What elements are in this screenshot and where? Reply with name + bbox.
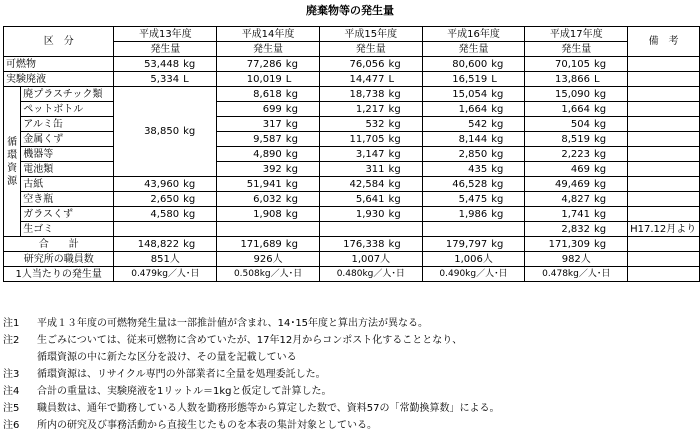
notes <box>3 315 693 434</box>
waste-table <box>3 26 700 282</box>
cell-value: 1,741 <box>525 207 592 222</box>
cell-unit: kg <box>181 57 217 72</box>
cell-unit: kg <box>387 162 423 177</box>
cell-unit: kg <box>489 57 525 72</box>
cell-value: 982人 <box>525 252 628 267</box>
cell-value: 2,850 <box>422 147 489 162</box>
cell-value: 1,007人 <box>319 252 422 267</box>
row-label: 1人当たりの発生量 <box>4 267 114 282</box>
cell-value: 43,960 <box>114 177 181 192</box>
note-item <box>3 417 693 434</box>
junkan-vert-text: 循 環 資 源 <box>7 136 18 187</box>
note-number: 注1 <box>3 318 20 329</box>
row-label: 実験廃液 <box>4 72 114 87</box>
cell-biko: H17.12月より <box>628 222 700 237</box>
note-text: 所内の研究及び事務活動から直接生じたものを本表の集計対象としている。 <box>37 420 377 431</box>
header-year: 平成16年度 <box>422 27 525 42</box>
cell-value: 2,832 <box>525 222 592 237</box>
header-sub: 発生量 <box>525 42 628 57</box>
table-row <box>4 162 700 177</box>
cell-biko <box>628 147 700 162</box>
table-row <box>4 147 700 162</box>
cell-unit: L <box>387 72 423 87</box>
cell-empty <box>181 222 217 237</box>
cell-value: 0.490kg／人･日 <box>422 267 525 282</box>
row-label: ガラスくず <box>21 207 114 222</box>
cell-unit: kg <box>387 102 423 117</box>
cell-biko <box>628 162 700 177</box>
cell-unit: kg <box>592 207 628 222</box>
cell-value: 311 <box>319 162 386 177</box>
cell-biko <box>628 177 700 192</box>
cell-value: 49,469 <box>525 177 592 192</box>
table-row <box>4 252 700 267</box>
row-label: 可燃物 <box>4 57 114 72</box>
cell-biko <box>628 102 700 117</box>
cell-unit: L <box>592 72 628 87</box>
cell-value: 1,006人 <box>422 252 525 267</box>
cell-value: 0.479kg／人･日 <box>114 267 217 282</box>
cell-biko <box>628 237 700 252</box>
cell-value: 53,448 <box>114 57 181 72</box>
cell-unit: kg <box>489 207 525 222</box>
cell-value: 5,641 <box>319 192 386 207</box>
cell-value: 18,738 <box>319 87 386 102</box>
cell-value: 0.508kg／人･日 <box>217 267 320 282</box>
row-label: 機器等 <box>21 147 114 162</box>
table-row <box>4 87 700 102</box>
row-label: 生ゴミ <box>21 222 114 237</box>
cell-unit: kg <box>489 132 525 147</box>
cell-unit: kg <box>592 192 628 207</box>
cell-value: 1,930 <box>319 207 386 222</box>
row-label: 古紙 <box>21 177 114 192</box>
row-label: 合 計 <box>4 237 114 252</box>
cell-unit: kg <box>489 177 525 192</box>
cell-biko <box>628 252 700 267</box>
cell-value: 2,223 <box>525 147 592 162</box>
cell-unit: kg <box>592 237 628 252</box>
cell-unit: kg <box>181 87 217 177</box>
cell-value: 8,618 <box>217 87 284 102</box>
header-sub: 発生量 <box>422 42 525 57</box>
row-label: 研究所の職員数 <box>4 252 114 267</box>
row-label: 廃プラスチック類 <box>21 87 114 102</box>
header-sub: 発生量 <box>217 42 320 57</box>
cell-unit: kg <box>181 207 217 222</box>
note-number: 注6 <box>3 420 20 431</box>
cell-unit: kg <box>592 87 628 102</box>
cell-biko <box>628 132 700 147</box>
note-text: 合計の重量は、実験廃液を1リットル＝1kgと仮定して計算した。 <box>37 386 332 397</box>
cell-unit: kg <box>284 207 320 222</box>
cell-biko <box>628 57 700 72</box>
cell-unit: kg <box>489 87 525 102</box>
cell-value: 435 <box>422 162 489 177</box>
table-row <box>4 102 700 117</box>
cell-unit: L <box>489 72 525 87</box>
cell-value: 16,519 <box>422 72 489 87</box>
cell-value: 77,286 <box>217 57 284 72</box>
cell-unit: kg <box>284 177 320 192</box>
cell-unit: kg <box>284 132 320 147</box>
cell-unit: kg <box>181 192 217 207</box>
cell-unit: kg <box>387 57 423 72</box>
table-row <box>4 222 700 237</box>
cell-value: 9,587 <box>217 132 284 147</box>
cell-value: 176,338 <box>319 237 386 252</box>
cell-unit: kg <box>489 117 525 132</box>
cell-value: 2,650 <box>114 192 181 207</box>
cell-unit: kg <box>284 192 320 207</box>
cell-unit: kg <box>489 102 525 117</box>
table-row <box>4 57 700 72</box>
cell-empty <box>217 222 284 237</box>
cell-empty <box>489 222 525 237</box>
cell-unit: kg <box>592 162 628 177</box>
table-row <box>4 117 700 132</box>
cell-empty <box>284 222 320 237</box>
cell-value: 8,519 <box>525 132 592 147</box>
table-row <box>4 192 700 207</box>
cell-value: 926人 <box>217 252 320 267</box>
cell-unit: kg <box>387 192 423 207</box>
cell-unit: kg <box>284 237 320 252</box>
cell-value: 4,827 <box>525 192 592 207</box>
cell-unit: kg <box>387 117 423 132</box>
cell-unit: kg <box>592 177 628 192</box>
header-sub: 発生量 <box>114 42 217 57</box>
cell-unit: kg <box>387 177 423 192</box>
cell-unit: kg <box>284 117 320 132</box>
cell-value: 10,019 <box>217 72 284 87</box>
cell-value: 1,664 <box>525 102 592 117</box>
note-item <box>3 349 693 366</box>
cell-unit: kg <box>284 57 320 72</box>
cell-unit: kg <box>592 57 628 72</box>
cell-unit: kg <box>387 237 423 252</box>
cell-value: 532 <box>319 117 386 132</box>
cell-value: 148,822 <box>114 237 181 252</box>
note-number: 注3 <box>3 369 20 380</box>
header-year: 平成15年度 <box>319 27 422 42</box>
note-text: 循環資源は、リサイクル専門の外部業者に全量を処理委託した。 <box>37 369 326 380</box>
note-item <box>3 383 693 400</box>
cell-value: 504 <box>525 117 592 132</box>
cell-unit: kg <box>489 162 525 177</box>
cell-unit: kg <box>387 147 423 162</box>
row-label: 電池類 <box>21 162 114 177</box>
header-year: 平成13年度 <box>114 27 217 42</box>
table-row <box>4 207 700 222</box>
note-item <box>3 315 693 332</box>
cell-value: 1,217 <box>319 102 386 117</box>
cell-unit: L <box>181 72 217 87</box>
header-year: 平成17年度 <box>525 27 628 42</box>
cell-unit: kg <box>284 162 320 177</box>
cell-value: 1,908 <box>217 207 284 222</box>
cell-biko <box>628 72 700 87</box>
cell-value: 0.480kg／人･日 <box>319 267 422 282</box>
cell-unit: kg <box>387 207 423 222</box>
cell-unit: kg <box>592 132 628 147</box>
header-year: 平成14年度 <box>217 27 320 42</box>
cell-value: 5,475 <box>422 192 489 207</box>
cell-value: 392 <box>217 162 284 177</box>
cell-biko <box>628 267 700 282</box>
cell-unit: kg <box>592 102 628 117</box>
cell-empty <box>387 222 423 237</box>
cell-unit: kg <box>489 147 525 162</box>
cell-value: 15,054 <box>422 87 489 102</box>
cell-value: 0.478kg／人･日 <box>525 267 628 282</box>
cell-value: 46,528 <box>422 177 489 192</box>
row-label: 空き瓶 <box>21 192 114 207</box>
cell-biko <box>628 192 700 207</box>
cell-value: 13,866 <box>525 72 592 87</box>
note-item <box>3 332 693 349</box>
cell-value: 171,689 <box>217 237 284 252</box>
cell-value: 5,334 <box>114 72 181 87</box>
cell-empty <box>422 222 489 237</box>
cell-unit: kg <box>284 102 320 117</box>
cell-value: 76,056 <box>319 57 386 72</box>
cell-value: 699 <box>217 102 284 117</box>
cell-empty <box>114 222 181 237</box>
row-label: 金属くず <box>21 132 114 147</box>
note-text: 平成１３年度の可燃物発生量は一部推計値が含まれ、14･15年度と算出方法が異なる。 <box>37 318 429 329</box>
cell-unit: kg <box>592 222 628 237</box>
cell-biko <box>628 117 700 132</box>
cell-value: 6,032 <box>217 192 284 207</box>
cell-value: 51,941 <box>217 177 284 192</box>
cell-value-group: 38,850 <box>114 87 181 177</box>
note-item <box>3 400 693 417</box>
table-row <box>4 72 700 87</box>
table-row <box>4 177 700 192</box>
note-item <box>3 366 693 383</box>
cell-unit: kg <box>284 147 320 162</box>
cell-unit: kg <box>181 237 217 252</box>
header-biko: 備 考 <box>628 27 700 57</box>
cell-value: 317 <box>217 117 284 132</box>
row-label: ペットボトル <box>21 102 114 117</box>
cell-empty <box>319 222 386 237</box>
table-row <box>4 132 700 147</box>
cell-value: 8,144 <box>422 132 489 147</box>
junkan-label <box>4 87 21 237</box>
note-text: 生ごみについては、従来可燃物に含めていたが、17年12月からコンポスト化することとなり、 <box>37 335 463 346</box>
cell-value: 15,090 <box>525 87 592 102</box>
cell-value: 42,584 <box>319 177 386 192</box>
note-number: 注2 <box>3 335 20 346</box>
table-row <box>4 267 700 282</box>
cell-unit: L <box>284 72 320 87</box>
cell-value: 469 <box>525 162 592 177</box>
cell-value: 4,890 <box>217 147 284 162</box>
cell-value: 11,705 <box>319 132 386 147</box>
cell-unit: kg <box>489 237 525 252</box>
cell-value: 80,600 <box>422 57 489 72</box>
cell-value: 542 <box>422 117 489 132</box>
cell-unit: kg <box>489 192 525 207</box>
cell-value: 851人 <box>114 252 217 267</box>
header-sub: 発生量 <box>319 42 422 57</box>
cell-value: 70,105 <box>525 57 592 72</box>
cell-unit: kg <box>592 117 628 132</box>
cell-unit: kg <box>592 147 628 162</box>
cell-value: 171,309 <box>525 237 592 252</box>
cell-value: 1,986 <box>422 207 489 222</box>
cell-value: 179,797 <box>422 237 489 252</box>
cell-unit: kg <box>387 87 423 102</box>
cell-value: 14,477 <box>319 72 386 87</box>
note-number: 注4 <box>3 386 20 397</box>
cell-value: 1,664 <box>422 102 489 117</box>
cell-unit: kg <box>387 132 423 147</box>
cell-biko <box>628 207 700 222</box>
page-title: 廃棄物等の発生量 <box>306 4 394 17</box>
header-kubun: 区 分 <box>4 27 114 57</box>
note-number: 注5 <box>3 403 20 414</box>
note-text: 職員数は、通年で勤務している人数を勤務形態等から算定した数で、資料57の「常勤換算数」による。 <box>37 403 500 414</box>
table-row <box>4 237 700 252</box>
cell-value: 4,580 <box>114 207 181 222</box>
cell-unit: kg <box>284 87 320 102</box>
row-label: アルミ缶 <box>21 117 114 132</box>
cell-biko <box>628 87 700 102</box>
note-text: 循環資源の中に新たな区分を設け、その量を記載している <box>37 352 297 363</box>
cell-value: 3,147 <box>319 147 386 162</box>
cell-unit: kg <box>181 177 217 192</box>
